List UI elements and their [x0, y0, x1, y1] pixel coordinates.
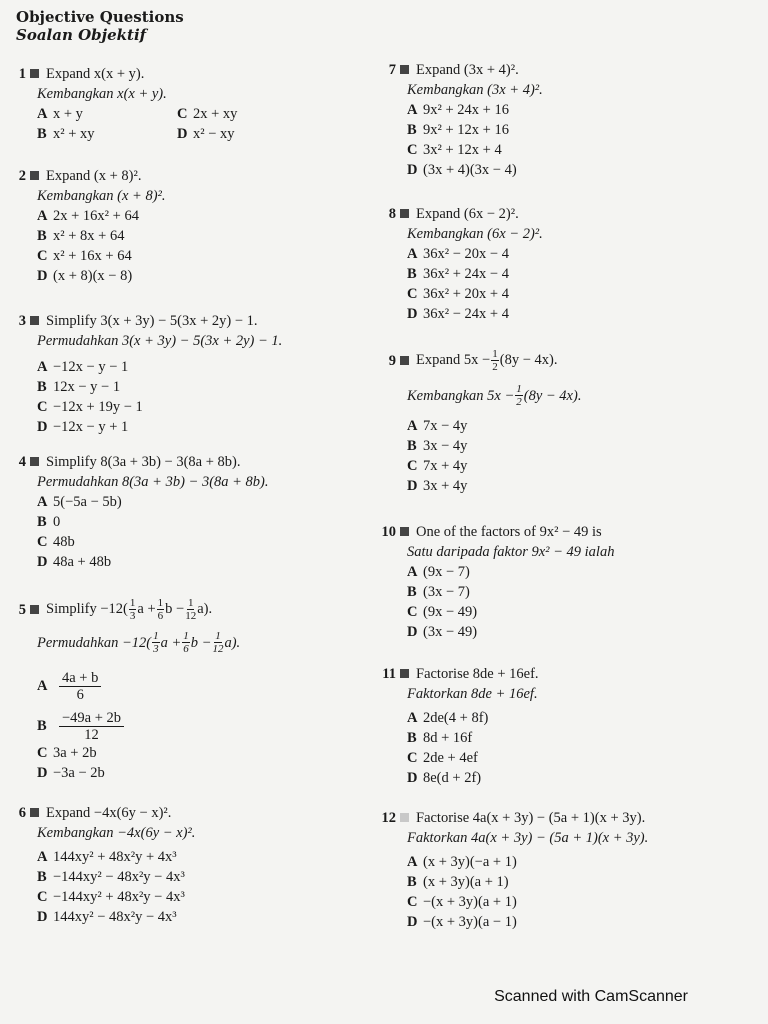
option-c[interactable]: C 48b: [37, 534, 75, 550]
question-text: Expand 5x − $\frac{1}{2}$ (8y − 4x).: [416, 348, 558, 373]
question-9: [370, 348, 581, 496]
option-d[interactable]: D (x + 8)(x − 8): [37, 268, 133, 284]
option-d[interactable]: D 48a + 48b: [37, 554, 112, 570]
option-d[interactable]: D 36x² − 24x + 4: [407, 306, 509, 322]
option-b[interactable]: B (x + 3y)(a + 1): [407, 874, 509, 890]
option-b[interactable]: B $\frac{-49a + 2b}{12}$: [37, 709, 240, 743]
square-bullet-icon: [30, 808, 39, 817]
option-a[interactable]: A 5(−5a − 5b): [37, 494, 122, 510]
question-6: [0, 803, 195, 927]
question-number: 5: [18, 601, 26, 618]
option-c[interactable]: C x² + 16x + 64: [37, 248, 132, 264]
fraction: $\frac{1}{12}$: [212, 630, 224, 655]
question-text: Expand (6x − 2)².: [416, 206, 519, 222]
option-c[interactable]: C 7x + 4y: [407, 458, 468, 474]
option-c[interactable]: C (9x − 49): [407, 604, 478, 620]
question-text: Expand x(x + y).: [46, 66, 145, 82]
fraction: $\frac{1}{6}$: [183, 630, 189, 655]
question-text-malay: Permudahkan −12( 1 3 a + $\frac{1}{6}$ b − $\frac{1}{12}$ a ).: [37, 630, 241, 655]
option-b[interactable]: B 8d + 16f: [407, 730, 473, 746]
square-bullet-icon: [30, 316, 39, 325]
option-b[interactable]: B 9x² + 12x + 16: [407, 122, 509, 138]
question-text: Simplify 3(x + 3y) − 5(3x + 2y) − 1.: [46, 313, 258, 329]
option-d[interactable]: D (3x − 49): [407, 624, 478, 640]
question-number: 4: [18, 454, 26, 470]
question-number: 7: [388, 62, 396, 78]
square-bullet-icon: [400, 669, 409, 678]
question-7: [370, 60, 543, 180]
question-text-malay: Kembangkan (6x − 2)².: [407, 226, 543, 242]
square-bullet-icon: [400, 209, 409, 218]
square-bullet-icon: [30, 605, 39, 614]
question-number: 9: [388, 352, 396, 369]
option-d[interactable]: D (3x + 4)(3x − 4): [407, 162, 517, 178]
question-text: Simplify −12( $\frac{1}{3}$ a + $\frac{1}{6}$ b − $\frac{1}{12}$ a).: [46, 597, 213, 622]
question-text: One of the factors of 9x² − 49 is: [416, 524, 602, 540]
fraction: $\frac{1}{6}$: [157, 597, 164, 622]
page-header: [16, 8, 184, 44]
question-10: [370, 522, 614, 642]
option-d[interactable]: D −(x + 3y)(a − 1): [407, 914, 517, 930]
option-c[interactable]: C 3a + 2b: [37, 745, 97, 761]
option-b[interactable]: B 0: [37, 514, 61, 530]
square-bullet-icon: [400, 356, 409, 365]
option-b[interactable]: B 36x² + 24x − 4: [407, 266, 509, 282]
square-bullet-icon: [30, 457, 39, 466]
question-1: [0, 64, 317, 144]
question-text: Factorise 8de + 16ef.: [416, 666, 539, 682]
option-a[interactable]: A x + y: [37, 106, 83, 122]
question-text-malay: Kembangkan (3x + 4)².: [407, 82, 543, 98]
option-a[interactable]: A (9x − 7): [407, 564, 470, 580]
title-english: Objective Questions: [16, 8, 184, 26]
question-number: 6: [18, 805, 26, 821]
fraction: $\frac{1}{3}$: [129, 597, 136, 622]
fraction: $\frac{1}{12}$: [185, 597, 197, 622]
question-4: [0, 452, 269, 572]
question-text-malay: Kembangkan x(x + y).: [37, 86, 167, 102]
square-bullet-icon: [30, 69, 39, 78]
question-text-malay: Kembangkan −4x(6y − x)².: [37, 825, 196, 841]
question-number: 12: [381, 810, 396, 826]
option-b[interactable]: B −144xy² − 48x²y − 4x³: [37, 869, 185, 885]
question-text-malay: Kembangkan 5x − $\frac{1}{2}$ (8y − 4x).: [407, 383, 582, 408]
option-c[interactable]: C 3x² + 12x + 4: [407, 142, 502, 158]
option-c[interactable]: C −12x + 19y − 1: [37, 399, 143, 415]
option-b[interactable]: B 3x − 4y: [407, 438, 468, 454]
option-c[interactable]: C −144xy² + 48x²y − 4x³: [37, 889, 185, 905]
question-text-malay: Faktorkan 8de + 16ef.: [407, 686, 538, 702]
option-a[interactable]: A 144xy² + 48x²y + 4x³: [37, 849, 177, 865]
option-d[interactable]: D x² − xy: [177, 126, 235, 142]
option-d[interactable]: D 3x + 4y: [407, 478, 468, 494]
question-number: 2: [18, 168, 26, 184]
option-c[interactable]: C 2de + 4ef: [407, 750, 478, 766]
question-2: [0, 166, 166, 286]
question-text-malay: Faktorkan 4a(x + 3y) − (5a + 1)(x + 3y).: [407, 830, 649, 846]
square-bullet-icon: [400, 65, 409, 74]
question-text: Expand (3x + 4)².: [416, 62, 519, 78]
square-bullet-icon: [400, 527, 409, 536]
option-a[interactable]: A −12x − y − 1: [37, 359, 129, 375]
option-d[interactable]: D 144xy² − 48x²y − 4x³: [37, 909, 177, 925]
question-12: [370, 808, 648, 932]
question-text: Simplify 8(3a + 3b) − 3(8a + 8b).: [46, 454, 241, 470]
question-text-malay: Kembangkan (x + 8)².: [37, 188, 166, 204]
question-5: [0, 597, 240, 783]
square-bullet-icon: [400, 813, 409, 822]
option-a[interactable]: A 9x² + 24x + 16: [407, 102, 509, 118]
square-bullet-icon: [30, 171, 39, 180]
option-a[interactable]: A (x + 3y)(−a + 1): [407, 854, 517, 870]
option-b[interactable]: B (3x − 7): [407, 584, 470, 600]
option-a[interactable]: A 2de(4 + 8f): [407, 710, 489, 726]
question-number: 3: [18, 313, 26, 329]
question-number: 10: [381, 524, 396, 540]
option-c[interactable]: C 36x² + 20x + 4: [407, 286, 509, 302]
option-d[interactable]: D −3a − 2b: [37, 765, 105, 781]
fraction: $\frac{1}{2}$: [492, 348, 498, 373]
title-malay: Soalan Objektif: [16, 26, 147, 44]
question-text-malay: Permudahkan 8(3a + 3b) − 3(8a + 8b).: [37, 474, 269, 490]
option-a[interactable]: A 36x² − 20x − 4: [407, 246, 509, 262]
question-text-malay: Satu daripada faktor 9x² − 49 ialah: [407, 544, 615, 560]
scanner-watermark: Scanned with CamScanner: [494, 988, 688, 1005]
fraction: 1 3: [153, 630, 159, 655]
fraction: $\frac{1}{2}$: [516, 383, 522, 408]
question-3: [0, 311, 282, 437]
question-text: Expand −4x(6y − x)².: [46, 805, 172, 821]
option-a[interactable]: A 2x + 16x² + 64: [37, 208, 139, 224]
question-number: 8: [388, 206, 396, 222]
option-d[interactable]: D −12x − y + 1: [37, 419, 129, 435]
question-number: 1: [18, 66, 26, 82]
question-text: Expand (x + 8)².: [46, 168, 142, 184]
option-c[interactable]: C −(x + 3y)(a + 1): [407, 894, 517, 910]
option-a[interactable]: A 7x − 4y: [407, 418, 468, 434]
option-c[interactable]: C 2x + xy: [177, 106, 238, 122]
question-text-malay: Permudahkan 3(x + 3y) − 5(3x + 2y) − 1.: [37, 333, 283, 349]
option-b[interactable]: B 12x − y − 1: [37, 379, 121, 395]
option-a[interactable]: A $\frac{4a + b}{6}$: [37, 669, 240, 703]
question-number: 11: [382, 666, 396, 682]
option-d[interactable]: D 8e(d + 2f): [407, 770, 482, 786]
option-b[interactable]: B x² + xy: [37, 126, 95, 142]
question-8: [370, 204, 543, 324]
question-11: [370, 664, 539, 788]
option-b[interactable]: B x² + 8x + 64: [37, 228, 125, 244]
question-text: Factorise 4a(x + 3y) − (5a + 1)(x + 3y).: [416, 810, 646, 826]
